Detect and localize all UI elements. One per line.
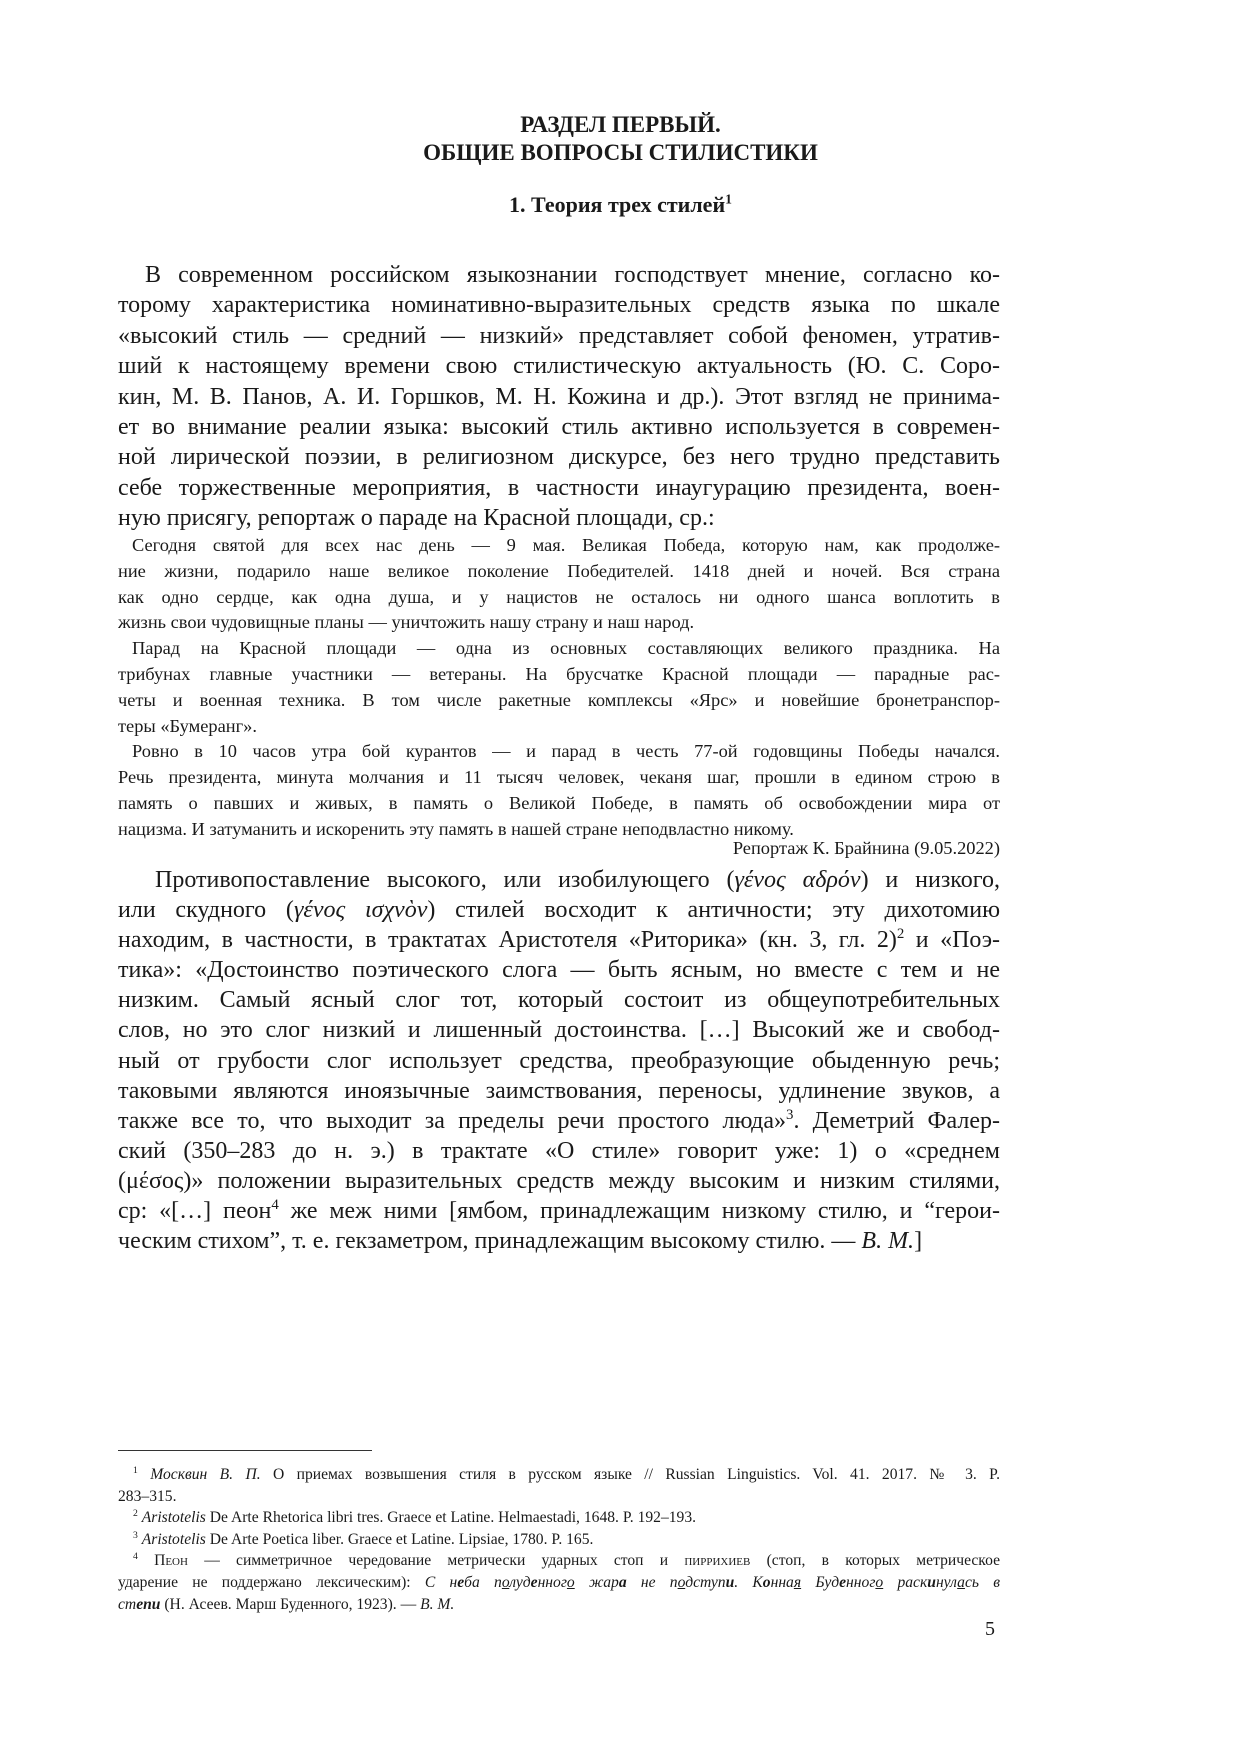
- text-run: — симметричное чередование метрически ударных стоп и: [187, 1552, 685, 1570]
- footnote-line: [118, 1529, 1000, 1551]
- text-run: В. М.: [420, 1595, 455, 1613]
- text-run: и: [927, 1573, 936, 1591]
- text-line: ский (350–283 до н. э.) в трактате «О стиле» говорит уже: 1) о «среднем: [118, 1137, 1000, 1164]
- text-run: пиррихиев: [684, 1552, 751, 1570]
- text-run: Противопоставление высокого, или изобилующего (: [155, 867, 735, 893]
- block-quote: [118, 533, 1000, 843]
- footnote-ref: 1: [133, 1464, 138, 1476]
- text-line: ший к настоящему времени свою стилистическую актуальность (Ю. С. Соро-: [118, 353, 1000, 380]
- footnote-ref: 2: [133, 1508, 138, 1519]
- footnote-ref: 4: [271, 1197, 279, 1214]
- text-line: торому характеристика номинативно-выразительных средств языка по шкале: [118, 292, 1000, 319]
- text-run: С н: [424, 1573, 458, 1591]
- footnote-ref: 3: [133, 1529, 138, 1541]
- quote-line: память о павших и живых, в память о Великой Победе, в память об освобождении мира от: [118, 792, 1000, 813]
- text-run: . Деметрий Фалер-: [793, 1107, 1000, 1134]
- text-run: γένος ισχνὸν: [293, 897, 428, 924]
- quote-line: Сегодня святой для всех нас день — 9 мая. Великая Победа, которую нам, как продолже-: [132, 535, 1000, 555]
- text-run: е: [839, 1573, 847, 1591]
- text-line: себе торжественные мероприятия, в частности инаугурацию президента, воен-: [118, 474, 1000, 501]
- text-run: и: [725, 1573, 735, 1591]
- text-line: низким. Самый ясный слог тот, который состоит из общеупотребительных: [118, 987, 1000, 1014]
- quote-line: Ровно в 10 часов утра бой курантов — и парад в честь 77-ой годовщины Победы начался.: [132, 741, 1000, 762]
- text-line: таковыми являются иноязычные заимствования, переносы, удлинение звуков, а: [118, 1077, 1000, 1104]
- text-run: луд: [509, 1573, 531, 1591]
- text-run: De Arte Poetica liber. Graece et Latine. Lipsiae, 1780. P. 165.: [205, 1530, 594, 1548]
- text-run: Aristotelis: [141, 1530, 206, 1548]
- quote-line: трибунах главные участники — ветераны. На брусчатке Красной площади — парадные рас-: [118, 663, 1000, 684]
- text-run: не п: [626, 1573, 678, 1591]
- footnote-line: [118, 1594, 1000, 1616]
- text-line: [118, 1226, 1000, 1256]
- quote-line: ние жизни, подарило наше великое поколение Победителей. 1418 дней и ночей. Вся страна: [118, 560, 1000, 581]
- paragraph-2: [118, 865, 1000, 1256]
- quote-line: нацизма. И затуманить и искоренить эту память в нашей стране неподвластно никому.: [118, 818, 794, 839]
- text-line: слов, но это слог низкий и лишенный достоинства. […] Высокий же и свобод-: [118, 1017, 1000, 1044]
- text-run: нног: [846, 1573, 876, 1591]
- text-line: ет во внимание реалии языка: высокий стиль активно используется в современ-: [118, 413, 1000, 440]
- text-run: нул: [935, 1573, 958, 1591]
- footnote-ref: 1: [725, 191, 732, 207]
- quote-line: как одно сердце, как одна душа, и у нацистов не осталось ни одного шанса воплотить в: [118, 586, 1000, 607]
- section-title-line2: ОБЩИЕ ВОПРОСЫ СТИЛИСТИКИ: [423, 140, 818, 165]
- text-run: ударение не поддержано лексическим):: [118, 1573, 425, 1591]
- text-run: также все то, что выходит за пределы речи простого люда»: [118, 1107, 787, 1134]
- quote-line: теры «Бумеранг».: [118, 715, 257, 736]
- text-run: В. М.: [861, 1228, 915, 1255]
- text-run: ба п: [464, 1573, 502, 1591]
- text-line: ный от грубости слог использует средства, преобразующие обыденную речь;: [118, 1047, 1000, 1074]
- text-run: же меж ними [ямбом, принадлежащим низкому стилю, и “герои-: [278, 1198, 1000, 1225]
- text-run: раск: [883, 1573, 928, 1591]
- text-run: или скудного (: [118, 897, 294, 924]
- text-run: пи: [143, 1595, 161, 1613]
- text-run: я: [793, 1573, 802, 1591]
- text-line: ной лирической поэзии, в религиозном дискурсе, без него трудно представить: [118, 444, 1000, 471]
- text-run: ческим стихом”, т. е. гекзаметром, принадлежащим высокому стилю. —: [118, 1228, 862, 1255]
- paragraph-1: [118, 260, 1000, 534]
- text-run: ) стилей восходит к античности; эту дихотомию: [427, 897, 1000, 924]
- text-run: жар: [574, 1573, 619, 1591]
- text-line: ную присягу, репортаж о параде на Красной площади, ср.:: [118, 505, 715, 532]
- text-run: нна: [770, 1573, 794, 1591]
- quote-source: Репортаж К. Брайнина (9.05.2022): [732, 838, 1000, 858]
- text-run: сь в: [964, 1573, 1000, 1591]
- quote-line: Парад на Красной площади — одна из основных составляющих великого праздника. На: [132, 638, 1000, 659]
- footnotes: [118, 1464, 1000, 1615]
- text-line: В современном российском языкознании господствует мнение, согласно ко-: [145, 262, 1000, 288]
- text-line: [118, 1106, 1000, 1136]
- text-run: о: [762, 1573, 771, 1591]
- text-run: а: [618, 1573, 627, 1591]
- text-run: γένος αδρόν: [734, 867, 861, 893]
- footnote-ref: 3: [786, 1106, 794, 1123]
- text-line: «высокий стиль — средний — низкий» представляет собой феномен, утратив-: [118, 322, 1000, 349]
- section-title-line1: РАЗДЕЛ ПЕРВЫЙ.: [520, 112, 721, 137]
- text-line: кин, М. В. Панов, А. И. Горшков, М. Н. Кожина и др.). Этот взгляд не принима-: [118, 383, 1000, 410]
- footnote-ref: 4: [133, 1551, 138, 1563]
- chapter-title: [0, 191, 1241, 219]
- text-run: находим, в частности, в трактатах Аристотеля «Риторика» (кн. 3, гл. 2): [118, 927, 897, 954]
- text-run: ) и низкого,: [860, 867, 1000, 893]
- text-run: Москвин В. П.: [150, 1466, 261, 1483]
- text-run: ср: «[…] пеон: [118, 1198, 272, 1225]
- text-run: [138, 1466, 150, 1483]
- footnote-line: [118, 1507, 1000, 1529]
- text-run: ст: [118, 1595, 137, 1613]
- text-run: Буд: [801, 1573, 840, 1591]
- quote-line: Речь президента, минута молчания и 11 тысяч человек, чеканя шаг, прошли в едином строю в: [118, 767, 1000, 788]
- text-run: о: [566, 1573, 575, 1591]
- text-run: а: [957, 1573, 965, 1591]
- text-line: [118, 895, 1000, 925]
- footnote-line: [118, 1464, 1000, 1486]
- quote-line: жизнь свои чудовищные планы — уничтожить нашу страну и наш народ.: [118, 612, 695, 633]
- text-line: [118, 1196, 1000, 1226]
- footnote-divider: [118, 1450, 372, 1451]
- text-line: тика»: «Достоинство поэтического слога — быть ясным, но вместе с тем и не: [118, 957, 1000, 984]
- text-run: е: [530, 1573, 538, 1591]
- text-line: [118, 925, 1000, 955]
- text-run: (стоп, в которых метрическое: [750, 1552, 1000, 1570]
- text-run: е: [457, 1573, 465, 1591]
- text-run: е: [136, 1595, 144, 1613]
- text-run: De Arte Rhetorica libri tres. Graece et Latine. Helmaestadi, 1648. P. 192–193.: [205, 1509, 697, 1527]
- text-run: о: [501, 1573, 510, 1591]
- footnote-line: 283–315.: [118, 1487, 177, 1505]
- text-run: [138, 1552, 154, 1569]
- page-number: 5: [985, 1618, 995, 1640]
- text-run: и «Поэ-: [904, 927, 1000, 954]
- text-run: Aristotelis: [141, 1509, 206, 1527]
- text-run: . К: [734, 1573, 763, 1591]
- footnote-line: [118, 1572, 1000, 1594]
- text-run: Пеон: [154, 1552, 188, 1570]
- text-run: О приемах возвышения стиля в русском языке // Russian Linguistics. Vol. 41. 2017. № 3. P.: [260, 1466, 1000, 1483]
- footnote-ref: 2: [896, 926, 905, 943]
- quote-line: четы и военная техника. В том числе ракетные комплексы «Ярс» и новейшие бронетранспор-: [118, 689, 1000, 710]
- text-run: (Н. Асеев. Марш Буденного, 1923). —: [160, 1595, 421, 1613]
- text-run: ]: [914, 1228, 923, 1255]
- chapter-title-text: 1. Теория трех стилей: [509, 192, 726, 217]
- text-run: нног: [537, 1573, 567, 1591]
- text-run: о: [677, 1573, 686, 1591]
- text-run: о: [875, 1573, 884, 1591]
- footnote-line: [118, 1550, 1000, 1572]
- text-line: [118, 865, 1000, 895]
- text-run: дступ: [685, 1573, 726, 1591]
- text-line: (μέσος)» положении выразительных средств между высоким и низким стилями,: [118, 1167, 1000, 1194]
